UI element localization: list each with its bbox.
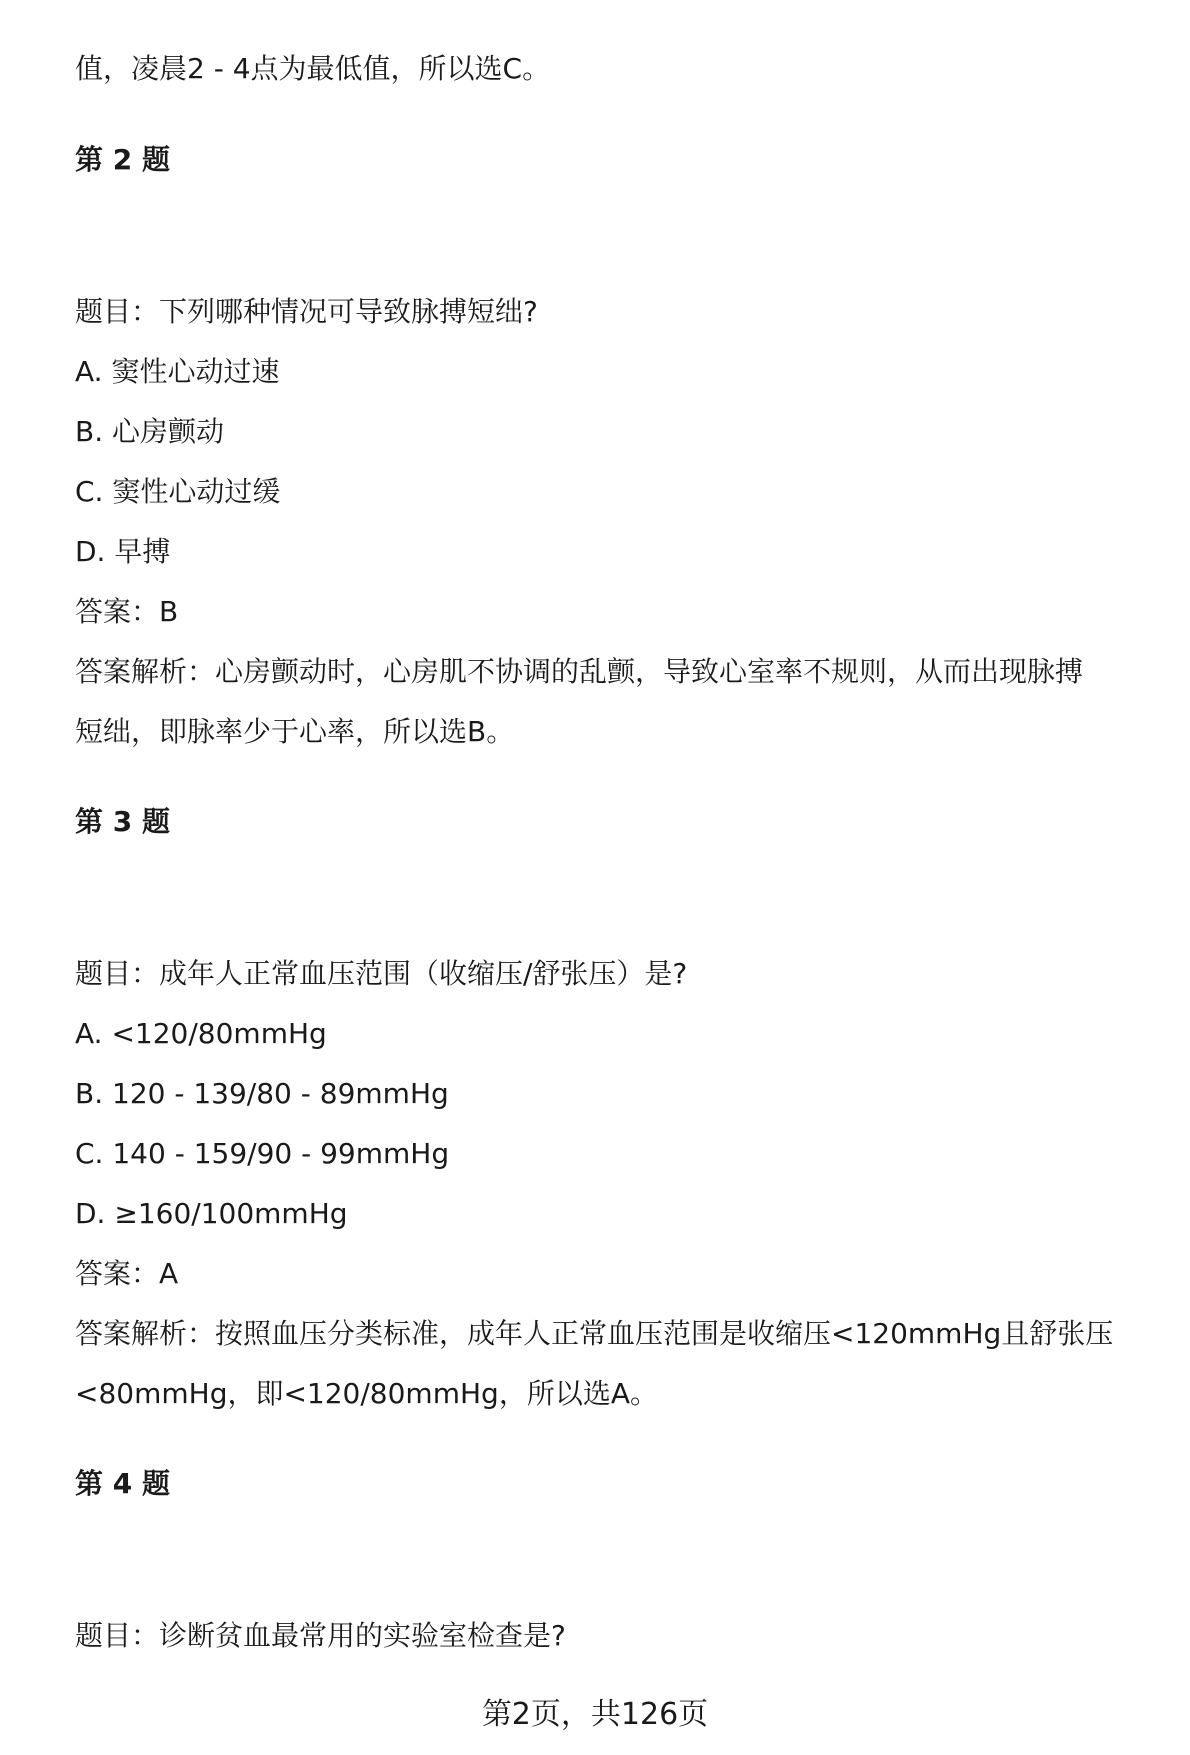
question-2-explanation-line1: 答案解析：心房颤动时，心房肌不协调的乱颤，导致心室率不规则，从而出现脉搏 (75, 655, 1084, 688)
question-2-text: 题目：下列哪种情况可导致脉搏短绌? (75, 295, 538, 328)
question-2-option-c: C. 窦性心动过缓 (75, 475, 281, 508)
continuation-text: 值，凌晨2 - 4点为最低值，所以选C。 (75, 52, 551, 85)
page-footer: 第2页，共126页 (481, 1697, 709, 1732)
question-3-answer: 答案：A (75, 1257, 179, 1290)
question-3-option-d: D. ≥160/100mmHg (75, 1197, 348, 1230)
question-2-option-d: D. 早搏 (75, 535, 171, 568)
question-3-heading: 第 3 题 (75, 805, 170, 838)
question-2-heading: 第 2 题 (75, 143, 170, 176)
question-4-text: 题目：诊断贫血最常用的实验室检查是? (75, 1619, 566, 1652)
question-2-explanation-line2: 短绌，即脉率少于心率，所以选B。 (75, 715, 515, 748)
question-3-option-a: A. <120/80mmHg (75, 1017, 327, 1050)
question-3-explanation-line2: <80mmHg，即<120/80mmHg，所以选A。 (75, 1377, 658, 1410)
question-4-heading: 第 4 题 (75, 1467, 170, 1500)
question-3-option-b: B. 120 - 139/80 - 89mmHg (75, 1077, 449, 1110)
question-2-option-a: A. 窦性心动过速 (75, 355, 280, 388)
question-2-option-b: B. 心房颤动 (75, 415, 225, 448)
question-3-explanation-line1: 答案解析：按照血压分类标准，成年人正常血压范围是收缩压<120mmHg且舒张压 (75, 1317, 1114, 1350)
question-2-answer: 答案：B (75, 595, 179, 628)
question-3-option-c: C. 140 - 159/90 - 99mmHg (75, 1137, 450, 1170)
question-3-text: 题目：成年人正常血压范围（收缩压/舒张压）是? (75, 957, 688, 990)
